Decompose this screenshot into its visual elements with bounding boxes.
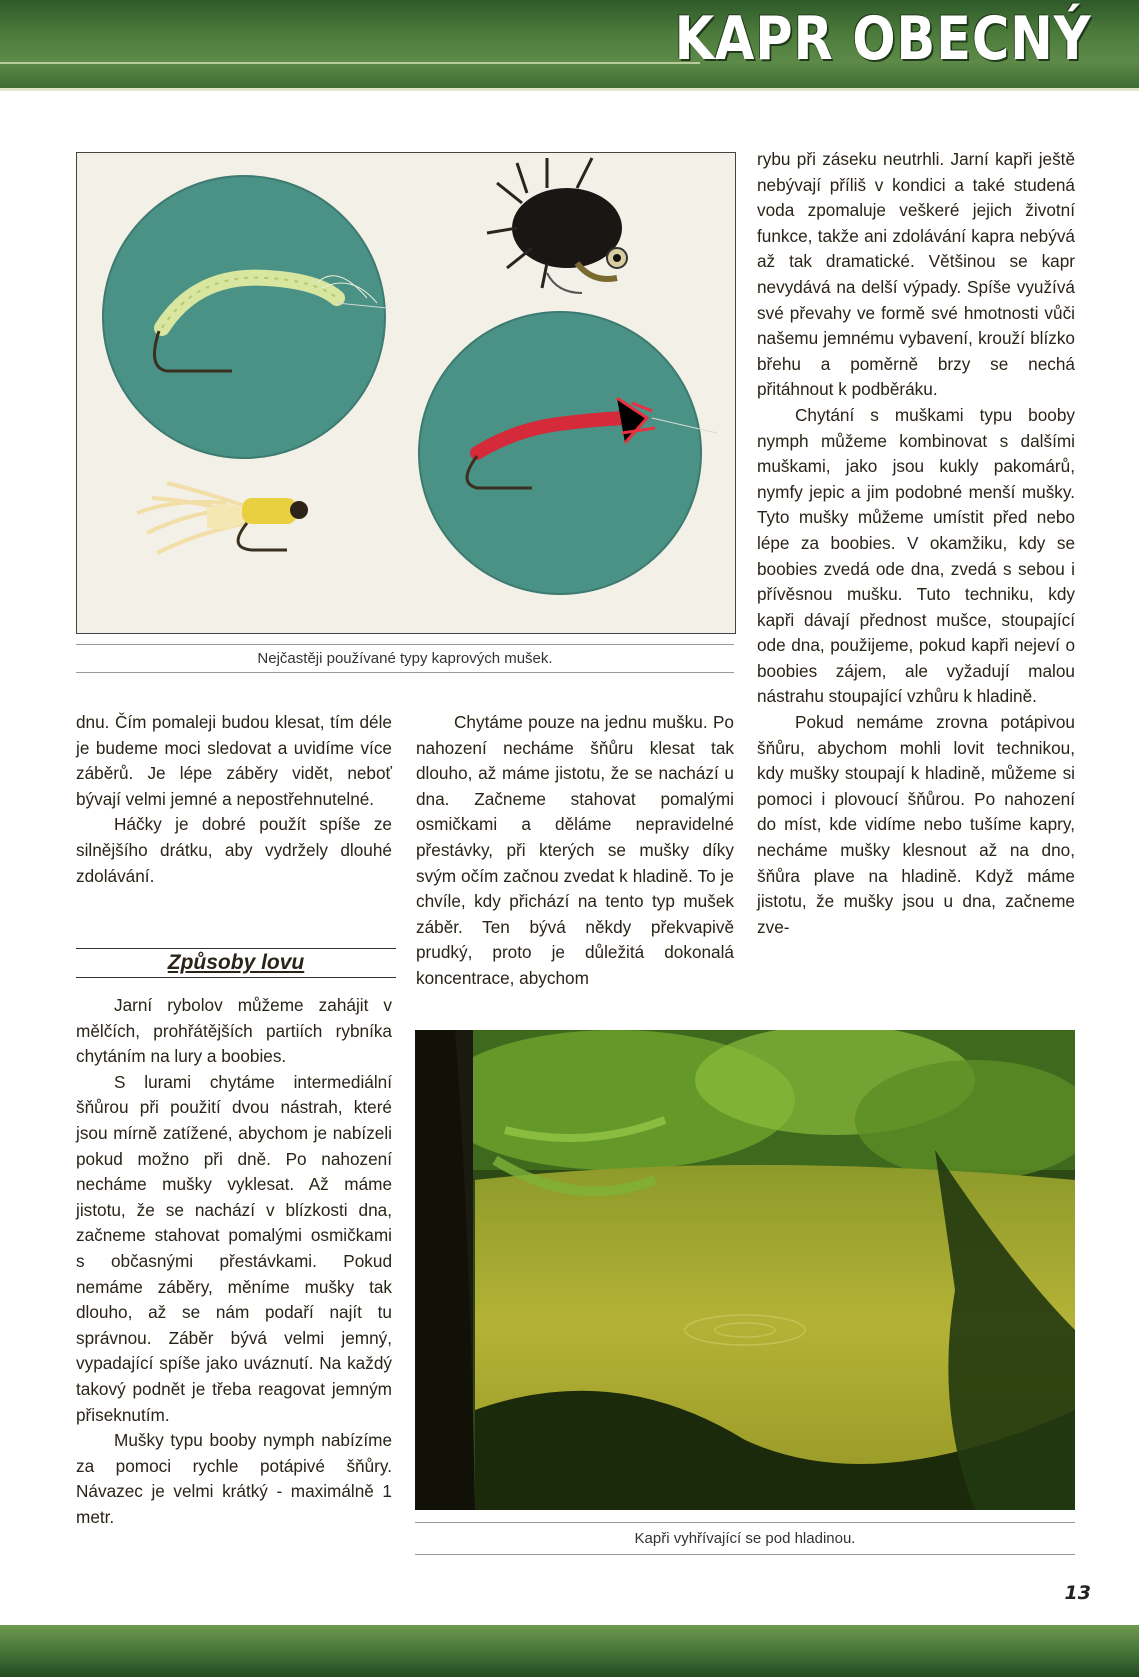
pond-illustration [415,1030,1075,1510]
paragraph: rybu při záseku neutrhli. Jarní kapři ještě nebývají příliš v kondici a také studená voda zpomaluje veškeré jejich životní funkce, takže ani zdolávání kapra nebývá až tak dramatické. Většinou se kapr nevydává na delší výpady. Spíše využívá své převahy ve formě své hmotnosti vůči našemu jemnému vybavení, krouží blízko břehu a poměrně brzy se nechá přitáhnout k podběráku. [757,149,1075,400]
footer-bar [0,1625,1139,1677]
teal-disc-left [103,176,385,458]
paragraph: S lurami chytáme intermediální šňůrou při použití dvou nástrah, které jsou mírně zatížené, abychom je nabízeli pokud možno při dně. Po nahození necháme mušky vyklesat. Až máme jistotu, že se nachází v blízkosti dna, začneme stahovat pomalými osmičkami s občasnými přestávkami. Pokud nemáme záběry, měníme mušky tak dlouho, až se nám podaří najít tu správnou. Záběr bývá velmi jemný, vypadající spíše jako uváznutí. Na každý takový podnět je třeba reagovat jemným přiseknutím. [76,1071,392,1425]
caption-rule [76,672,734,673]
paragraph: Mušky typu booby nymph nabízíme za pomoci rychle potápivé šňůry. Návazec je velmi krátký - maximálně 1 metr. [76,1430,392,1527]
left-column-upper [76,710,392,889]
paragraph: Háčky je dobré použít spíše ze silnějšího drátku, aby vydržely dlouhé zdolávání. [76,814,392,886]
paragraph: Chytáme pouze na jednu mušku. Po nahození necháme šňůru klesat tak dlouho, až máme jistotu, že se nachází u dna. Začneme stahovat pomalými osmičkami a děláme nepravidelné přestávky, při kterých se mušky díky svým očím začnou zvedat k hladině. To je chvíle, kdy přichází na tento typ mušek záběr. Ten bývá někdy překvapivě prudký, proto je důležitá dokonalá koncentrace, abychom [416,712,734,988]
right-column [757,147,1075,940]
page-title: KAPR OBECNÝ [674,4,1091,74]
section-heading [76,948,396,978]
flies-illustration [77,153,735,633]
black-booby-body [512,188,622,268]
pond-photo [415,1030,1075,1510]
middle-column [416,710,734,992]
paragraph: Jarní rybolov můžeme zahájit v mělčích, prohřátějších partiích rybníka chytáním na lury a boobies. [76,995,392,1067]
section-heading-text: Způsoby lovu [167,951,305,974]
flies-caption: Nejčastěji používané typy kaprových mušek. [257,650,553,667]
caption-rule [76,644,734,645]
paragraph: Pokud nemáme zrovna potápivou šňůru, abychom mohli lovit technikou, kdy mušky stoupají k hladině, můžeme si pomoci i plovoucí šňůrou. Po nahození do míst, kde vidíme nebo tušíme kapry, necháme mušky klesnout až na dno, šňůra plave na hladině. Když máme jistotu, že mušky jsou u dna, začneme zve- [757,712,1075,937]
paragraph: dnu. Čím pomaleji budou klesat, tím déle je budeme moci sledovat a uvidíme více záběrů. Je lépe záběry vidět, neboť bývají velmi jemné a nepostřehnutelné. [76,712,392,809]
pond-caption: Kapři vyhřívající se pod hladinou. [634,1530,856,1547]
header-bar [0,0,1139,91]
header-stripe [0,62,700,64]
caption-rule [415,1522,1075,1523]
page-number: 13 [1064,1582,1091,1604]
paragraph: Chytání s muškami typu booby nymph můžeme kombinovat s dalšími muškami, jako jsou kukly pakomárů, nymfy jepic a jim podobné menší mušky. Tyto mušky můžeme umístit před nebo lépe za boobies. V okamžiku, kdy se boobies zvedá ode dna, zvedá s sebou i přívěsnou mušku. Tuto techniku, kdy kapři dávají přednost mušce, stoupající ode dna, použijeme, pokud kapři nejeví o boobies zájem, ale vyžadují malou nástrahu stoupající vzhůru k hladině. [757,404,1075,707]
teal-disc-right [419,312,701,594]
left-column-lower [76,993,392,1530]
caption-rule [415,1554,1075,1555]
flies-photo [76,152,736,634]
